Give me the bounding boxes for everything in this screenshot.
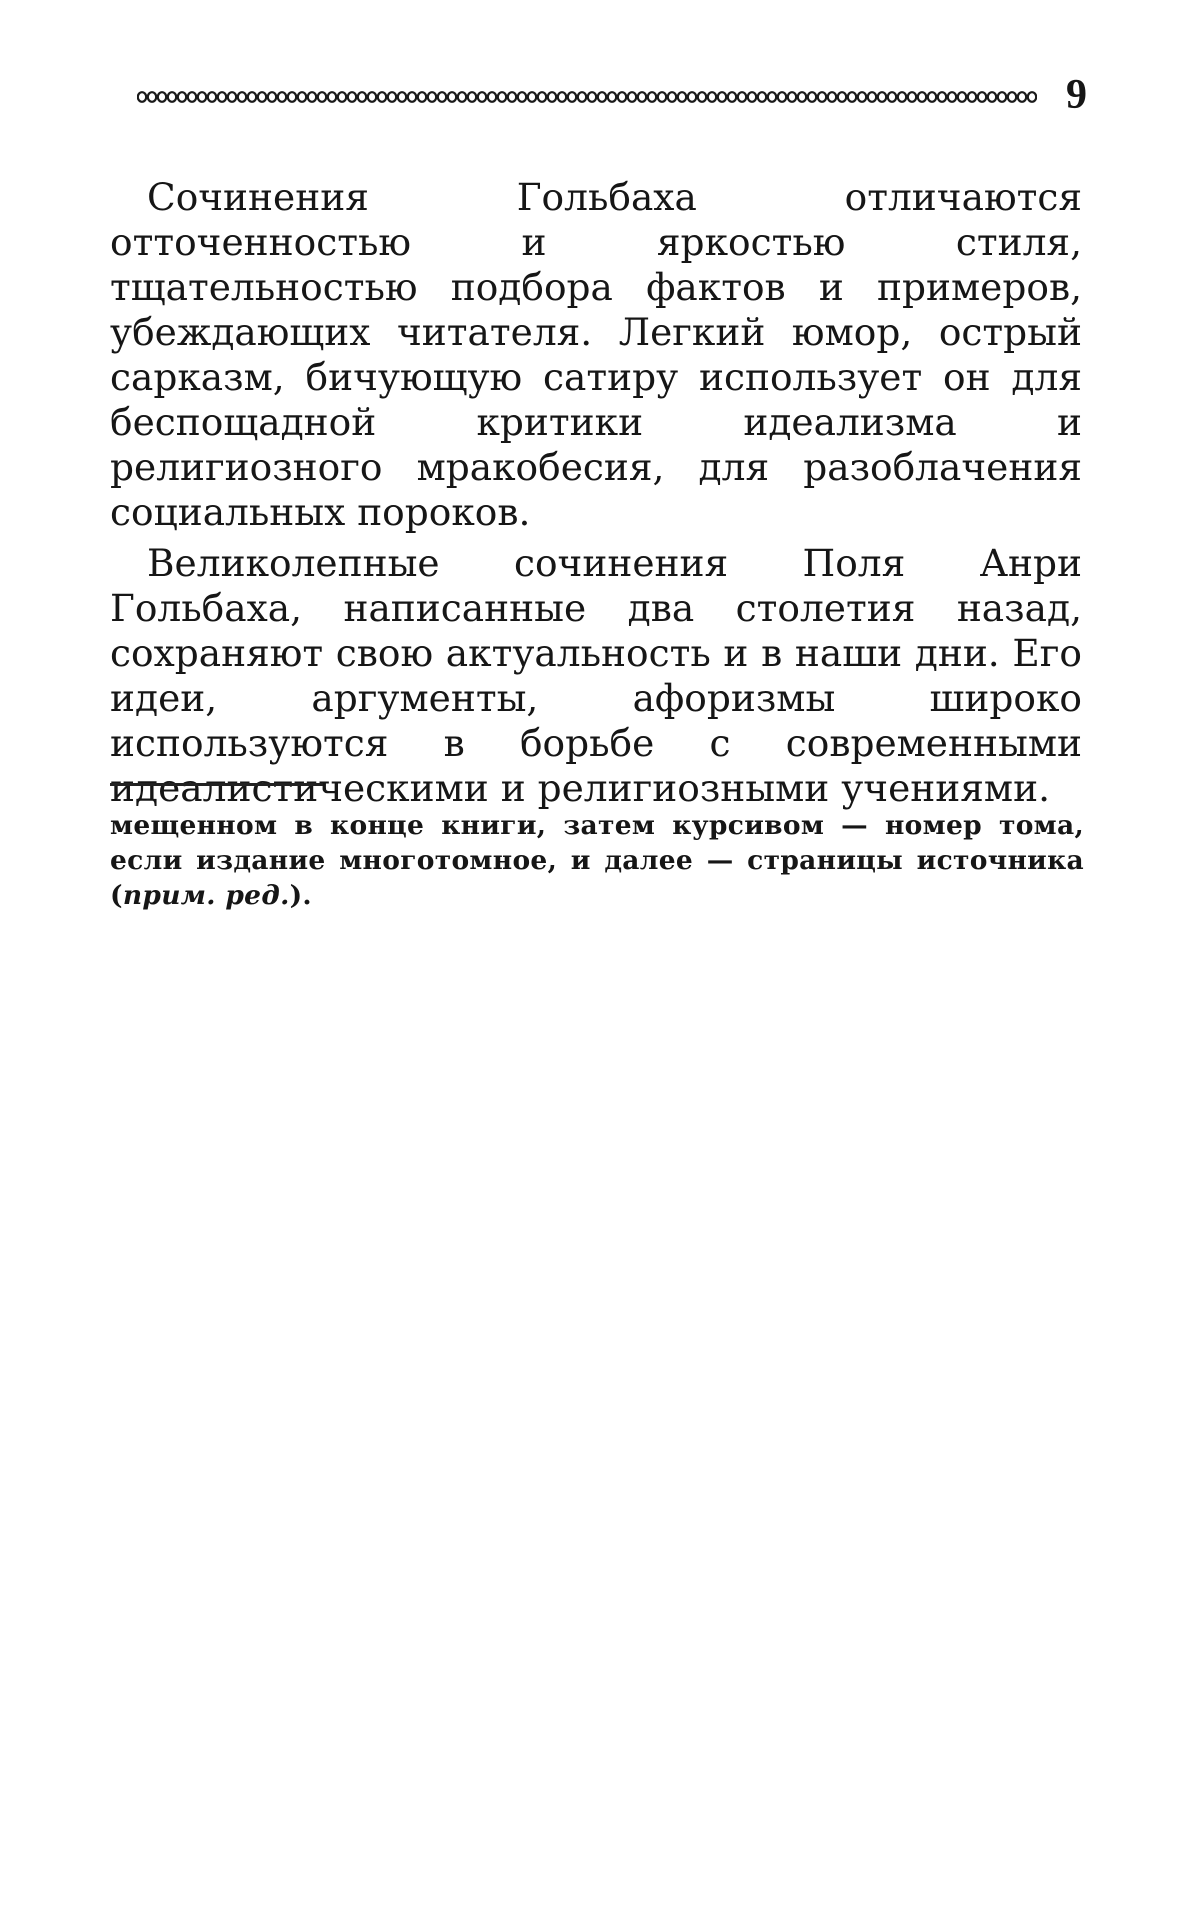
page-number: 9 [1066, 72, 1087, 118]
main-text [110, 175, 1082, 811]
footnote [110, 808, 1084, 913]
paragraph: Великолепные сочинения Поля Анри Гольбаха, написанные два столетия назад, сохраняют свою актуальность и в наши дни. Его идеи, аргументы, афоризмы широко используются в борьбе с современными идеалистическими и религиозными учениями. [110, 541, 1082, 810]
footnote-editor-note: прим. ред. [122, 880, 290, 911]
footnote-text: мещенном в конце книги, затем курсивом — номер тома, если издание многотомное, и далее — страницы источника ( [110, 810, 1084, 911]
ornamental-rule [137, 90, 1037, 104]
paragraph: Сочинения Гольбаха отличаются отточенностью и яркостью стиля, тщательностью подбора фактов и примеров, убеждающих читателя. Легкий юмор, острый сарказм, бичующую сатиру использует он для беспощадной критики идеализма и религиозного мракобесия, для разоблачения социальных пороков. [110, 175, 1082, 534]
footnote-text-end: ). [289, 880, 312, 911]
running-header [137, 72, 1087, 118]
footnote-divider [110, 783, 323, 786]
